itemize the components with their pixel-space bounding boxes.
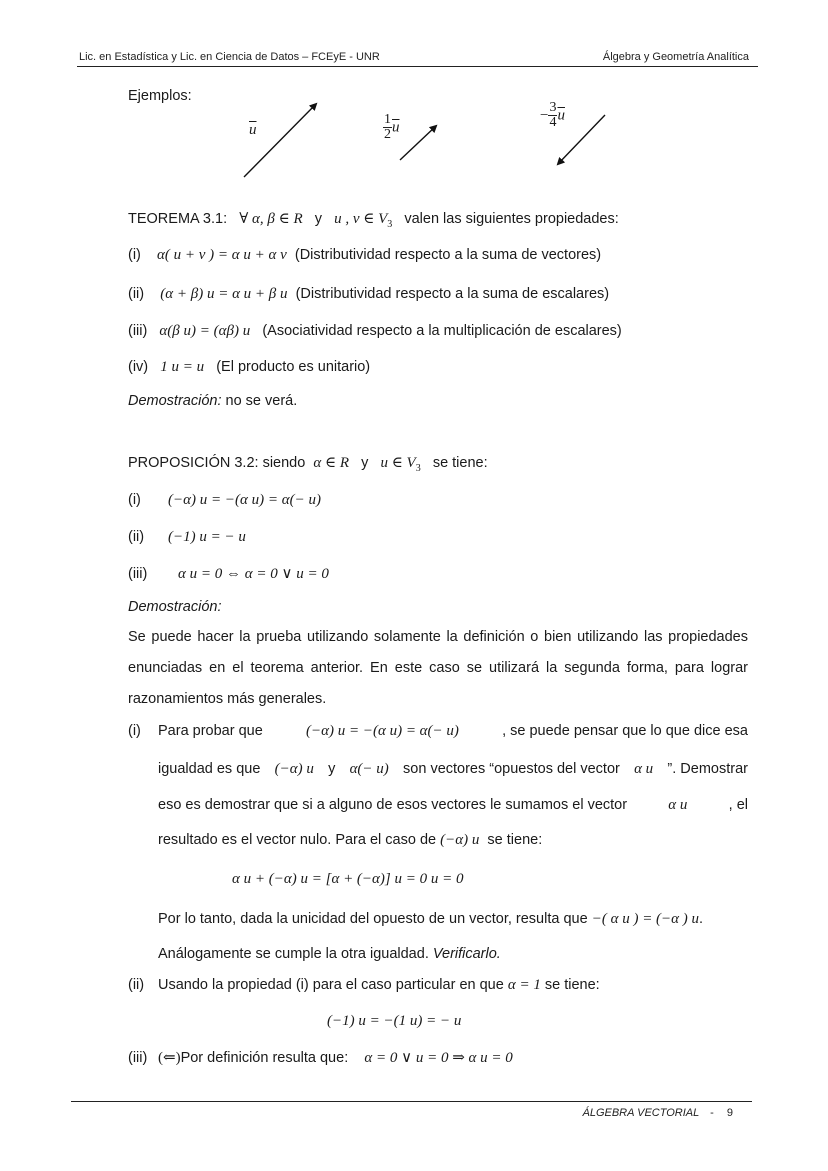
demo-ii-line-1: Usando la propiedad (i) para el caso particular en que α = 1 se tiene:: [158, 977, 600, 993]
example-vectors-figure: [0, 0, 828, 200]
footer-rule: [71, 1101, 752, 1102]
demo-iii-line: (⇐)Por definición resulta que: α = 0 ∨ u = 0 ⇒ α u = 0: [158, 1050, 513, 1066]
example-neg-three-quarter-u-label: − $\frac{3}{4}$ $\overline{u}$: [540, 100, 565, 130]
page-number: 9: [726, 1107, 733, 1119]
example-half-u-label: $\frac{1}{2}$ $\overline{u}$: [384, 112, 400, 142]
footer-separator: -: [710, 1107, 714, 1119]
proposition-item-i: (i) (−α) u = −(α u) = α(− u): [128, 492, 321, 508]
demo-label: Demostración:: [128, 599, 222, 615]
theorem-item-iv: (iv) 1 u = u (El producto es unitario): [128, 359, 371, 375]
examples-title: Ejemplos:: [128, 88, 192, 104]
demo-i-line-3: eso es demostrar que si a alguno de esos vectores le sumamos el vector α u , el: [158, 797, 748, 813]
theorem-demo-note: Demostración: no se verá.: [128, 393, 298, 409]
demo-ii-equation: (−1) u = −(1 u) = − u: [327, 1013, 462, 1029]
demo-i-line-4: resultado es el vector nulo. Para el caso de (−α) u se tiene:: [158, 832, 543, 848]
footer-section: ÁLGEBRA VECTORIAL: [582, 1107, 700, 1119]
demo-i-equation: α u + (−α) u = [α + (−α)] u = 0 u = 0: [232, 871, 464, 887]
demo-i-line-5: Por lo tanto, dada la unicidad del opuesto de un vector, resulta que −( α u ) = (−α ) u.: [158, 911, 704, 927]
demo-paragraph: Se puede hacer la prueba utilizando solamente la definición o bien utilizando las propiedades enunciadas en el teorema anterior. En este caso se utilizará la segunda forma, para lograr razonamientos más generales.: [128, 629, 748, 707]
demo-item-iii-label: (iii): [128, 1050, 148, 1066]
vector-half-u-arrow: [400, 126, 436, 160]
footer: [583, 1107, 734, 1119]
proposition-item-ii: (ii) (−1) u = − u: [128, 529, 246, 545]
demo-item-ii-label: (ii): [128, 977, 145, 993]
theorem-item-iii: (iii) α(β u) = (αβ) u (Asociatividad respecto a la multiplicación de escalares): [128, 323, 622, 339]
header-course: Lic. en Estadística y Lic. en Ciencia de Datos – FCEyE - UNR: [79, 51, 380, 63]
proposition-item-iii: (iii) α u = 0 ⇔ α = 0 ∨ u = 0: [128, 566, 329, 582]
demo-i-line-2: igualdad es que (−α) u y α(− u) son vectores “opuestos del vector α u ”. Demostrar: [158, 761, 748, 777]
demo-i-line-6: Análogamente se cumple la otra igualdad. Verificarlo.: [158, 946, 501, 962]
theorem-item-i: (i) α( u + v ) = α u + α v (Distributividad respecto a la suma de vectores): [128, 247, 602, 263]
header-subject: Álgebra y Geometría Analítica: [602, 51, 749, 63]
vector-neg-three-quarter-u-arrow: [558, 115, 605, 164]
theorem-statement: TEOREMA 3.1: ∀ α, β ∈ R y u , v ∈ $V_3$ valen las siguientes propiedades:: [128, 211, 619, 230]
vector-u-arrow: [244, 104, 316, 177]
demo-i-line-1: Para probar que (−α) u = −(α u) = α(− u) , se puede pensar que lo que dice esa: [158, 723, 748, 739]
proposition-statement: PROPOSICIÓN 3.2: siendo α ∈ R y u ∈ $V_3$ se tiene:: [128, 455, 488, 474]
demo-item-i-label: (i): [128, 723, 141, 739]
theorem-item-ii: (ii) (α + β) u = α u + β u (Distributividad respecto a la suma de escalares): [128, 286, 610, 302]
example-u-label: $\overline{u}$: [249, 122, 257, 138]
